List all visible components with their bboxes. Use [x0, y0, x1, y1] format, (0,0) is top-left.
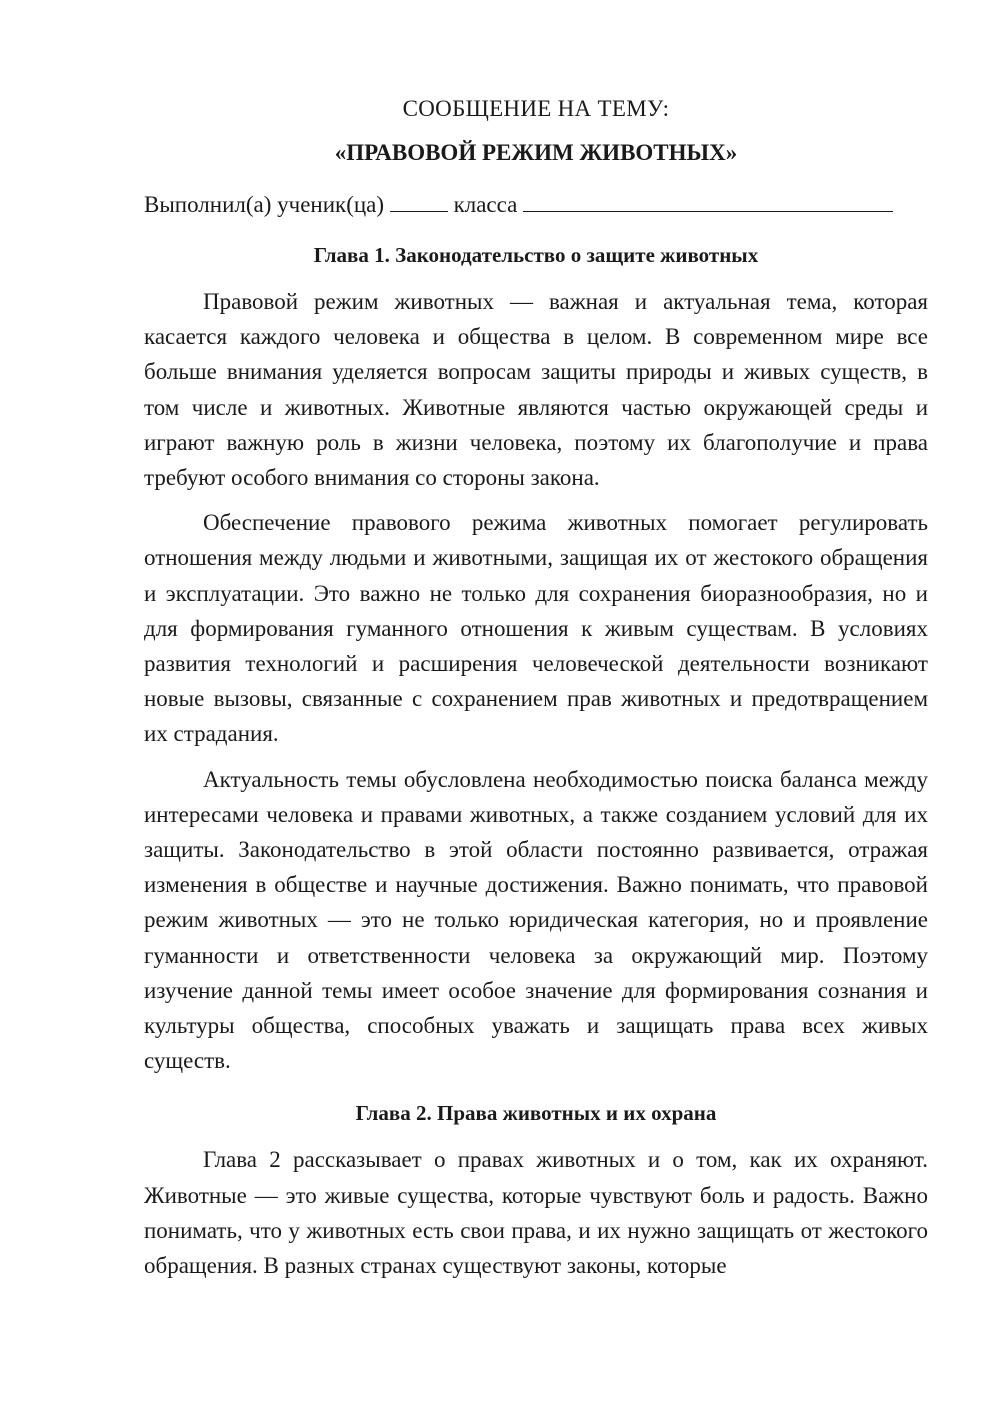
- chapter-1-paragraph-1: Правовой режим животных — важная и актуальная тема, которая касается каждого человека и общества в целом. В современном мире все больше внимания уделяется вопросам защиты природы и живых существ, в том числе и животных. Животные являются частью окружающей среды и играют важную роль в жизни человека, поэтому их благополучие и права требуют особого внимания со стороны закона.: [144, 289, 928, 491]
- report-title-label: СООБЩЕНИЕ НА ТЕМУ:: [402, 96, 670, 121]
- author-line: [144, 188, 928, 222]
- author-prefix: Выполнил(а) ученик(ца): [144, 192, 385, 217]
- report-topic-title: «ПРАВОВОЙ РЕЖИМ ЖИВОТНЫХ»: [334, 140, 738, 165]
- grade-blank: [390, 189, 448, 212]
- class-label: класса: [453, 192, 518, 217]
- chapter-1-paragraph-2: Обеспечение правового режима животных помогает регулировать отношения между людьми и животными, защищая их от жестокого обращения и эксплуатации. Это важно не только для сохранения биоразнообразия, но и для формирования гуманного отношения к живым существам. В условиях развития технологий и расширения человеческой деятельности возникают новые вызовы, связанные с сохранением прав животных и предотвращением их страдания.: [144, 510, 928, 747]
- name-blank: [523, 189, 893, 212]
- chapter-2-heading: Глава 2. Права животных и их охрана: [355, 1101, 717, 1126]
- chapter-1-paragraph-3: Актуальность темы обусловлена необходимостью поиска баланса между интересами человека и правами животных, а также созданием условий для их защиты. Законодательство в этой области постоянно развивается, отражая изменения в обществе и научные достижения. Важно понимать, что правовой режим животных — это не только юридическая категория, но и проявление гуманности и ответственности человека за окружающий мир. Поэтому изучение данной темы имеет особое значение для формирования сознания и культуры общества, способных уважать и защищать права всех живых существ.: [144, 766, 928, 1074]
- chapter-1-heading: Глава 1. Законодательство о защите животных: [313, 243, 759, 267]
- chapter-2-paragraph-1: Глава 2 рассказывает о правах животных и о том, как их охраняют. Животные — это живые существа, которые чувствуют боль и радость. Важно понимать, что у животных есть свои права, и их нужно защищать от жестокого обращения. В разных странах существуют законы, которые: [144, 1147, 928, 1279]
- page-content: [144, 92, 928, 1283]
